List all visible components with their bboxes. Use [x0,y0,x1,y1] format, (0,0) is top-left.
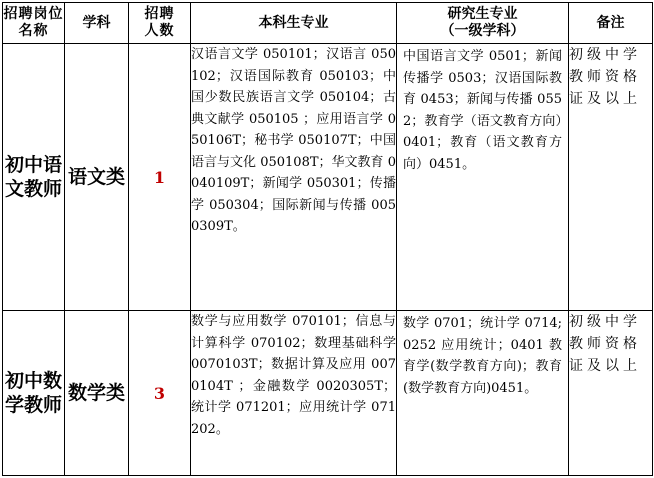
remark-cell: 初级中学教师资格证及以上 [569,44,653,311]
header-postgrad-line1: 研究生专业 [447,6,518,22]
table-row [3,311,653,476]
header-subject: 学科 [65,3,129,44]
header-position: 招聘岗位名称 [3,3,65,44]
count-cell: 3 [129,311,191,476]
count-cell: 1 [129,44,191,311]
subject-cell: 语文类 [65,44,129,311]
header-undergrad: 本科生专业 [191,3,397,44]
header-postgrad [397,3,569,44]
recruitment-table [2,2,653,476]
header-postgrad-line2: （一级学科） [440,23,525,39]
header-remark: 备注 [569,3,653,44]
remark-cell: 初级中学教师资格证及以上 [569,311,653,476]
postgrad-majors-cell: 数学 0701；统计学 0714;0252 应用统计；0401 教育学(数学教育方向)；教育(数学教育方向)0451。 [397,311,569,476]
postgrad-majors-cell: 中国语言文学 0501；新闻传播学 0503；汉语国际教育 0453；新闻与传播 0552；教育学（语文教育方向）0401；教育（语文教育方向）0451。 [397,44,569,311]
position-cell: 初中语文教师 [3,44,65,311]
position-cell: 初中数学教师 [3,311,65,476]
undergrad-majors-cell: 数学与应用数学 070101；信息与计算科学 070102；数理基础科学 0070103T；数据计算及应用 0070104T ；金融数学 0020305T；统计学 071201；应用统计学 071202。 [191,311,397,476]
header-count: 招聘人数 [129,3,191,44]
table-row [3,44,653,311]
subject-cell: 数学类 [65,311,129,476]
table-header-row [3,3,653,44]
undergrad-majors-cell: 汉语言文学 050101；汉语言 050102；汉语国际教育 050103；中国少数民族语言文学 050104；古典文献学 050105 ；应用语言学 050106T；秘书学 050107T；中国语言与文化 050108T；华文教育 0040109T；新闻学 050301；传播学 050304；国际新闻与传播 0050309T。 [191,44,397,311]
